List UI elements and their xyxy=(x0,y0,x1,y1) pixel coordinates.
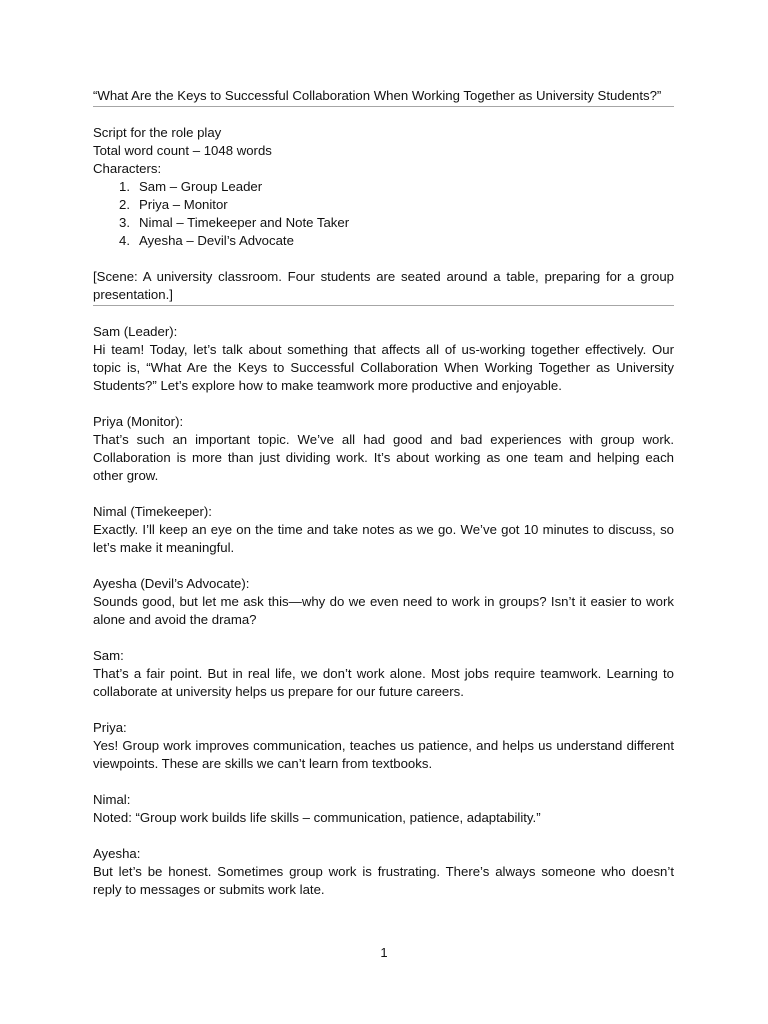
dialogue-line: That’s such an important topic. We’ve all had good and bad experiences with group work. Collaboration is more than just dividing work. It’s about working as one team and helping each other grow. xyxy=(93,432,674,483)
character-list-item xyxy=(93,232,674,250)
character-text: Sam – Group Leader xyxy=(139,179,263,194)
dialogue-line: But let’s be honest. Sometimes group work is frustrating. There’s always someone who doesn’t reply to messages or submits work late. xyxy=(93,864,674,897)
list-number: 1. xyxy=(119,179,130,194)
character-text: Priya – Monitor xyxy=(139,197,228,212)
character-text: Nimal – Timekeeper and Note Taker xyxy=(139,215,350,230)
character-list xyxy=(93,178,674,250)
dialogue-block xyxy=(93,323,674,395)
speaker-label: Priya (Monitor): xyxy=(93,414,184,429)
speaker-label: Priya: xyxy=(93,720,127,735)
document-page xyxy=(93,87,674,899)
dialogue-block xyxy=(93,791,674,827)
dialogue-block xyxy=(93,413,674,485)
dialogue-line: That’s a fair point. But in real life, we don’t work alone. Most jobs require teamwork. Learning to collaborate at university helps us prepare for our future careers. xyxy=(93,666,674,699)
dialogue-block xyxy=(93,575,674,629)
character-list-item xyxy=(93,178,674,196)
dialogue-line: Yes! Group work improves communication, teaches us patience, and helps us understand different viewpoints. These are skills we can’t learn from textbooks. xyxy=(93,738,674,771)
character-text: Ayesha – Devil’s Advocate xyxy=(139,233,294,248)
dialogue-line: Hi team! Today, let’s talk about something that affects all of us-working together effectively. Our topic is, “What Are the Keys to Successful Collaboration When Working Together as University Students?” Let’s explore how to make teamwork more productive and enjoyable. xyxy=(93,342,674,393)
speaker-label: Nimal (Timekeeper): xyxy=(93,504,212,519)
dialogue-line: Sounds good, but let me ask this—why do we even need to work in groups? Isn’t it easier to work alone and avoid the drama? xyxy=(93,594,674,627)
intro-word-count: Total word count – 1048 words xyxy=(93,143,272,158)
document-title: “What Are the Keys to Successful Collaboration When Working Together as University Students?” xyxy=(93,88,662,103)
character-list-item xyxy=(93,196,674,214)
speaker-label: Ayesha (Devil’s Advocate): xyxy=(93,576,250,591)
speaker-label: Sam (Leader): xyxy=(93,324,178,339)
dialogue-block xyxy=(93,719,674,773)
speaker-label: Nimal: xyxy=(93,792,131,807)
dialogue-block xyxy=(93,647,674,701)
dialogue-block xyxy=(93,845,674,899)
speaker-label: Sam: xyxy=(93,648,124,663)
dialogue-line: Noted: “Group work builds life skills – communication, patience, adaptability.” xyxy=(93,810,541,825)
list-number: 2. xyxy=(119,197,130,212)
list-number: 3. xyxy=(119,215,130,230)
scene-description: [Scene: A university classroom. Four students are seated around a table, preparing for a group presentation.] xyxy=(93,269,674,302)
page-number: 1 xyxy=(380,945,388,960)
character-list-item xyxy=(93,214,674,232)
intro-script-line: Script for the role play xyxy=(93,125,222,140)
intro-characters-heading: Characters: xyxy=(93,161,162,176)
list-number: 4. xyxy=(119,233,130,248)
dialogue-block xyxy=(93,503,674,557)
dialogue-line: Exactly. I’ll keep an eye on the time and take notes as we go. We’ve got 10 minutes to discuss, so let’s make it meaningful. xyxy=(93,522,674,555)
speaker-label: Ayesha: xyxy=(93,846,141,861)
